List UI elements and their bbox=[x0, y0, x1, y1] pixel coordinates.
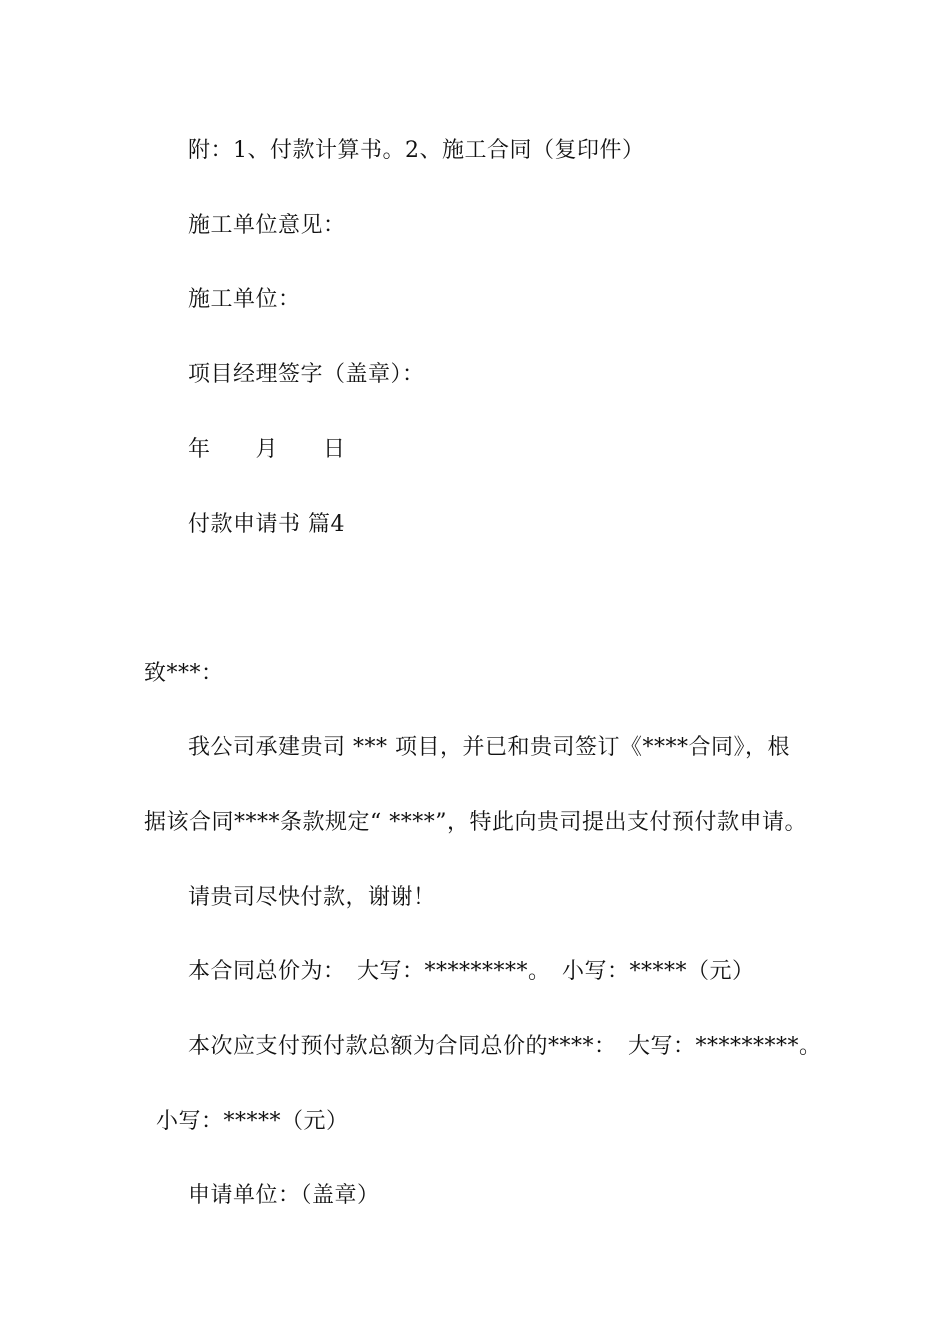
body-paragraph-line-2: 据该合同****条款规定“ ****”，特此向贵司提出支付预付款申请。 bbox=[144, 810, 807, 835]
salutation: 致***： bbox=[144, 661, 224, 686]
advance-total-line: 本次应支付预付款总额为合同总价的****： 大写：*********。 bbox=[188, 1034, 822, 1059]
request-payment-line: 请贵司尽快付款，谢谢！ bbox=[188, 885, 436, 910]
date-line: 年 月 日 bbox=[188, 437, 346, 462]
advance-total-lowercase: 小写：*****（元） bbox=[156, 1109, 349, 1134]
body-paragraph-line-1: 我公司承建贵司 *** 项目，并已和贵司签订《****合同》，根 bbox=[188, 735, 790, 760]
contractor-label: 施工单位： bbox=[188, 287, 301, 312]
applicant-label: 申请单位：（盖章） bbox=[188, 1183, 380, 1208]
contract-total-line: 本合同总价为： 大写：*********。 小写：*****（元） bbox=[188, 959, 755, 984]
section-heading: 付款申请书 篇4 bbox=[188, 512, 345, 537]
manager-signature-label: 项目经理签字（盖章）： bbox=[188, 362, 425, 387]
contractor-opinion-label: 施工单位意见： bbox=[188, 213, 346, 238]
attachment-line: 附：1、付款计算书。2、施工合同（复印件） bbox=[188, 138, 645, 163]
